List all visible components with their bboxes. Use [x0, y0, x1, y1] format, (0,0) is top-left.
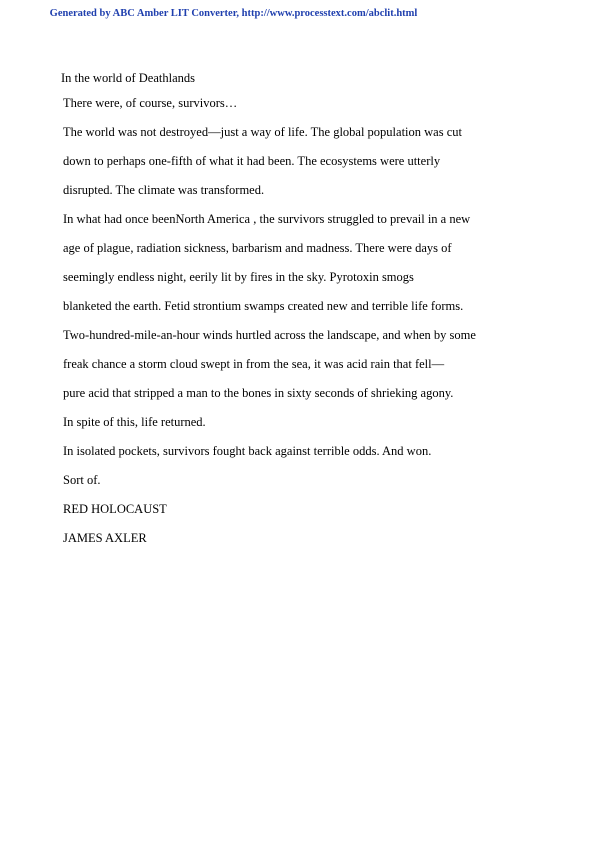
- paragraph-line: disrupted. The climate was transformed.: [63, 183, 265, 197]
- paragraph-line: freak chance a storm cloud swept in from the sea, it was acid rain that fell—: [63, 357, 445, 371]
- paragraph-line: There were, of course, survivors…: [63, 96, 238, 110]
- paragraph-line: age of plague, radiation sickness, barbarism and madness. There were days of: [63, 241, 452, 255]
- document-body: [63, 71, 563, 560]
- paragraph-line: seemingly endless night, eerily lit by fires in the sky. Pyrotoxin smogs: [63, 270, 414, 284]
- paragraph-line: In spite of this, life returned.: [63, 415, 206, 429]
- paragraph-line: In what had once beenNorth America , the survivors struggled to prevail in a new: [63, 212, 471, 226]
- author-name: JAMES AXLER: [63, 531, 147, 545]
- paragraph-line: In isolated pockets, survivors fought back against terrible odds. And won.: [63, 444, 432, 458]
- paragraph-line: Two-hundred-mile-an-hour winds hurtled across the landscape, and when by some: [63, 328, 476, 342]
- converter-header-link[interactable]: Generated by ABC Amber LIT Converter, http://www.processtext.com/abclit.html: [49, 8, 418, 19]
- book-title: RED HOLOCAUST: [63, 502, 167, 516]
- paragraph-line: pure acid that stripped a man to the bones in sixty seconds of shrieking agony.: [63, 386, 454, 400]
- paragraph-line: blanketed the earth. Fetid strontium swamps created new and terrible life forms.: [63, 299, 464, 313]
- intro-heading: In the world of Deathlands: [61, 71, 195, 85]
- paragraph-line: down to perhaps one-fifth of what it had been. The ecosystems were utterly: [63, 154, 441, 168]
- paragraph-line: Sort of.: [63, 473, 101, 487]
- paragraph-line: The world was not destroyed—just a way of life. The global population was cut: [63, 125, 462, 139]
